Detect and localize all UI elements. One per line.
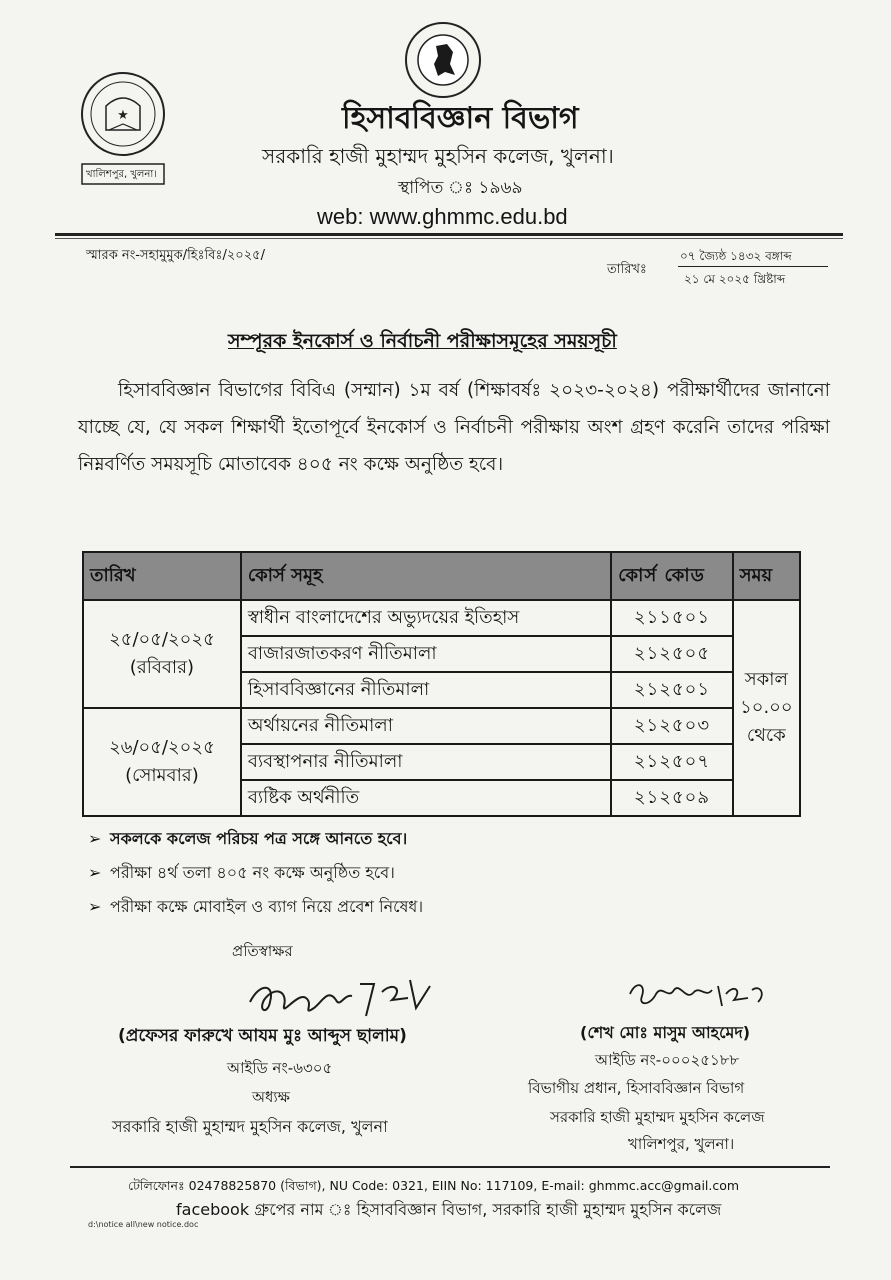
svg-text:★: ★	[117, 108, 129, 123]
principal-role: অধ্যক্ষ	[252, 1088, 290, 1106]
footer-divider	[70, 1166, 830, 1168]
website-text: web: www.ghmmc.edu.bd	[317, 204, 568, 229]
principal-college: সরকারি হাজী মুহাম্মদ মুহসিন কলেজ, খুলনা	[112, 1117, 388, 1136]
time-line-1: সকাল	[744, 669, 788, 690]
head-signature	[622, 976, 772, 1020]
date-divider	[678, 266, 828, 267]
course-name: হিসাববিজ্ঞানের নীতিমালা	[241, 672, 611, 708]
list-item: ➢ সকলকে কলেজ পরিচয় পত্র সঙ্গে আনতে হবে।	[88, 829, 408, 848]
header-course: কোর্স সমূহ	[241, 552, 611, 600]
header-time: সময়	[733, 552, 800, 600]
notice-body: হিসাববিজ্ঞান বিভাগের বিবিএ (সম্মান) ১ম বর্ষ (শিক্ষাবর্ষঃ ২০২৩-২০২৪) পরীক্ষার্থীদের জানানো যাচ্ছে যে, যে সকল শিক্ষার্থী ইতোপূর্বে ইনকোর্স ও নির্বাচনী পরীক্ষায় অংশ গ্রহণ করেনি তাদের পরিক্ষা নিম্নবর্ণিত সময়সূচি মোতাবেক ৪০৫ নং কক্ষে অনুষ্ঠিত হবে।	[78, 380, 830, 475]
date-gregorian: ২১ মে ২০২৫ খ্রিষ্টাব্দ	[684, 272, 786, 286]
course-name: স্বাধীন বাংলাদেশের অভ্যুদয়ের ইতিহাস	[241, 600, 611, 636]
course-name: অর্থায়নের নীতিমালা	[241, 708, 611, 744]
exam-date: ২৫/০৫/২০২৫	[109, 629, 215, 650]
course-code: ২১২৫০১	[611, 672, 732, 708]
list-item: ➢ পরীক্ষা কক্ষে মোবাইল ও ব্যাগ নিয়ে প্রবেশ নিষেধ।	[88, 897, 424, 916]
head-role: বিভাগীয় প্রধান, হিসাববিজ্ঞান বিভাগ	[528, 1079, 745, 1097]
course-code: ২১২৫০৭	[611, 744, 732, 780]
footer-facebook: facebook গ্রুপের নাম ঃ হিসাববিজ্ঞান বিভাগ, সরকারি হাজী মুহাম্মদ মুহসিন কলেজ	[176, 1200, 722, 1219]
arrow-icon: ➢	[88, 897, 102, 916]
established-year: স্থাপিত ঃ ১৯৬৯	[398, 178, 523, 198]
head-college: সরকারি হাজী মুহাম্মদ মুহসিন কলেজ	[550, 1108, 765, 1126]
time-line-2: ১০.০০	[740, 697, 793, 718]
principal-id: আইডি নং-৬৩০৫	[227, 1059, 333, 1077]
arrow-icon: ➢	[88, 863, 102, 882]
table-row	[83, 600, 800, 636]
date-cell-2	[83, 708, 241, 816]
course-name: বাজারজাতকরণ নীতিমালা	[241, 636, 611, 672]
exam-schedule-table	[82, 551, 801, 817]
government-seal	[403, 20, 483, 100]
course-code: ২১২৫০৯	[611, 780, 732, 816]
course-name: ব্যষ্টিক অর্থনীতি	[241, 780, 611, 816]
department-title: হিসাববিজ্ঞান বিভাগ	[342, 101, 579, 136]
course-code: ২১২৫০৩	[611, 708, 732, 744]
header-divider-thin	[55, 238, 843, 239]
exam-day: (রবিবার)	[129, 657, 195, 678]
exam-date: ২৬/০৫/২০২৫	[109, 737, 215, 758]
list-item: ➢ পরীক্ষা ৪র্থ তলা ৪০৫ নং কক্ষে অনুষ্ঠিত হবে।	[88, 863, 395, 882]
course-name: ব্যবস্থাপনার নীতিমালা	[241, 744, 611, 780]
time-line-3: থেকে	[746, 725, 786, 746]
date-bangla: ০৭ জ্যৈষ্ঠ ১৪৩২ বঙ্গাব্দ	[680, 249, 792, 263]
footer-contact: টেলিফোনঃ 02478825870 (বিভাগ), NU Code: 0321, EIIN No: 117109, E-mail: ghmmc.acc@gmail.com	[128, 1178, 740, 1193]
head-id: আইডি নং-০০০২৫১৮৮	[595, 1051, 740, 1069]
header-date: তারিখ	[83, 552, 241, 600]
countersign-label: প্রতিস্বাক্ষর	[232, 942, 293, 960]
table-header-row	[83, 552, 800, 600]
arrow-icon: ➢	[88, 829, 102, 848]
date-label: তারিখঃ	[607, 262, 647, 277]
instructions-list	[88, 826, 423, 928]
logo-caption: খালিশপুর, খুলনা।	[86, 169, 157, 180]
college-logo	[76, 70, 170, 190]
header-divider	[55, 233, 843, 236]
file-path: d:\notice all\new notice.doc	[88, 1220, 199, 1229]
college-name: সরকারি হাজী মুহাম্মদ মুহসিন কলেজ, খুলনা।	[262, 144, 614, 168]
date-cell-1	[83, 600, 241, 708]
course-code: ২১২৫০৫	[611, 636, 732, 672]
notice-title: সম্পূরক ইনকোর্স ও নির্বাচনী পরীক্ষাসমূহের সময়সূচী	[228, 330, 617, 352]
course-code: ২১১৫০১	[611, 600, 732, 636]
header-code: কোর্স কোড	[611, 552, 732, 600]
exam-day: (সোমবার)	[125, 765, 199, 786]
principal-name: (প্রফেসর ফারুখে আযম মুঃ আব্দুস ছালাম)	[118, 1026, 407, 1046]
head-name: (শেখ মোঃ মাসুম আহমেদ)	[580, 1023, 751, 1042]
table-row	[83, 708, 800, 744]
memo-reference: স্মারক নং-সহামুমুক/হিঃবিঃ/২০২৫/	[86, 248, 265, 263]
head-address: খালিশপুর, খুলনা।	[628, 1135, 735, 1153]
time-cell	[733, 600, 800, 816]
